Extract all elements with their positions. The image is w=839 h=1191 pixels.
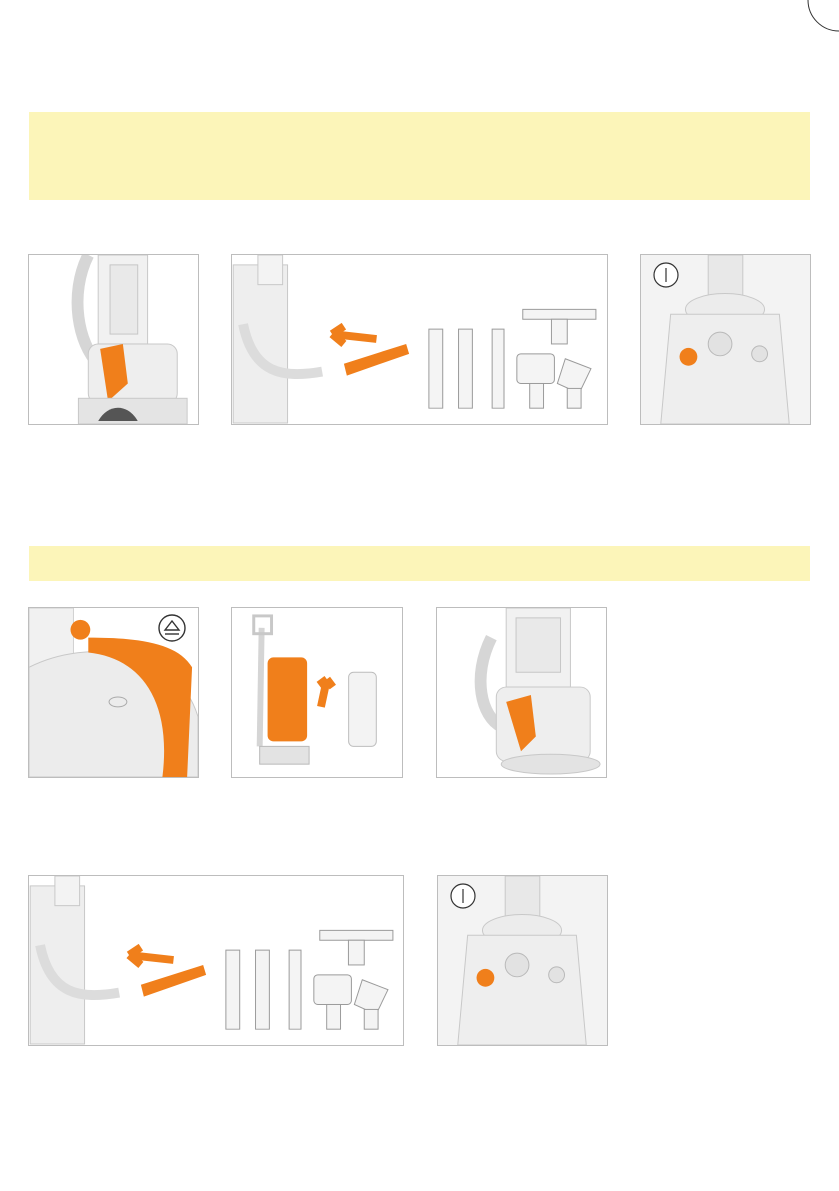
- accessory-tools-figure: [231, 254, 608, 425]
- hose-detach-figure: [436, 607, 607, 778]
- eject-icon: [157, 613, 187, 643]
- power-switch-figure: [640, 254, 811, 425]
- power-switch-figure: [437, 875, 608, 1046]
- lift-off-figure: [231, 607, 403, 778]
- eject-button-figure: [28, 607, 199, 778]
- accessory-tools-figure: [28, 875, 404, 1046]
- instruction-note-band: [29, 112, 810, 200]
- power-on-icon: [450, 883, 476, 909]
- instruction-note-band: [29, 546, 810, 581]
- hose-release-figure: [28, 254, 199, 425]
- page-corner-curl: [806, 0, 839, 33]
- power-on-icon: [653, 262, 679, 288]
